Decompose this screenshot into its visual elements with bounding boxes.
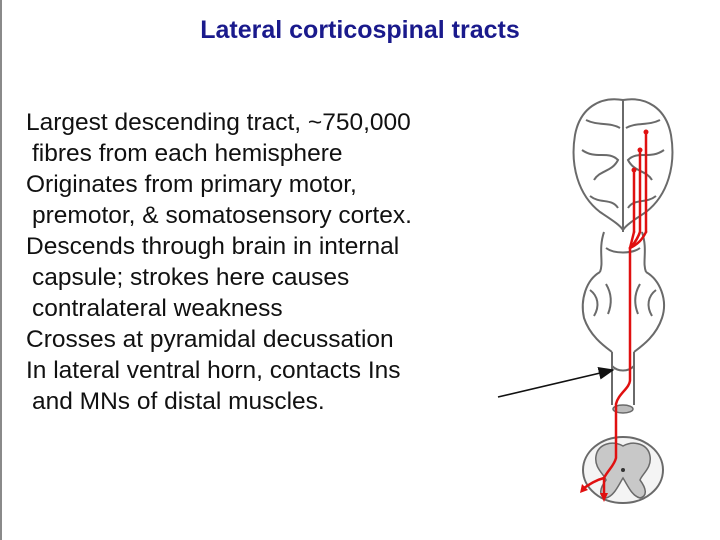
slide-title: Lateral corticospinal tracts	[200, 16, 520, 44]
bullet-line: Originates from primary motor,	[26, 171, 357, 198]
bullet-line: Largest descending tract, ~750,000	[26, 109, 411, 136]
bullet-line: Crosses at pyramidal decussation	[26, 326, 394, 353]
bullet-line: contralateral weakness	[32, 295, 283, 322]
bullet-line: In lateral ventral horn, contacts Ins	[26, 357, 401, 384]
bullet-line: capsule; strokes here causes	[32, 264, 350, 291]
cerebrum-outline	[574, 99, 673, 232]
bullet-line: Descends through brain in internal	[26, 233, 400, 260]
decussation-pointer-arrow	[498, 370, 613, 397]
spinal-cord-section	[583, 437, 663, 503]
bullet-line: fibres from each hemisphere	[32, 140, 343, 167]
bullet-line: and MNs of distal muscles.	[32, 388, 325, 415]
bullet-line: premotor, & somatosensory cortex.	[32, 202, 412, 229]
brainstem-outline	[583, 232, 664, 405]
